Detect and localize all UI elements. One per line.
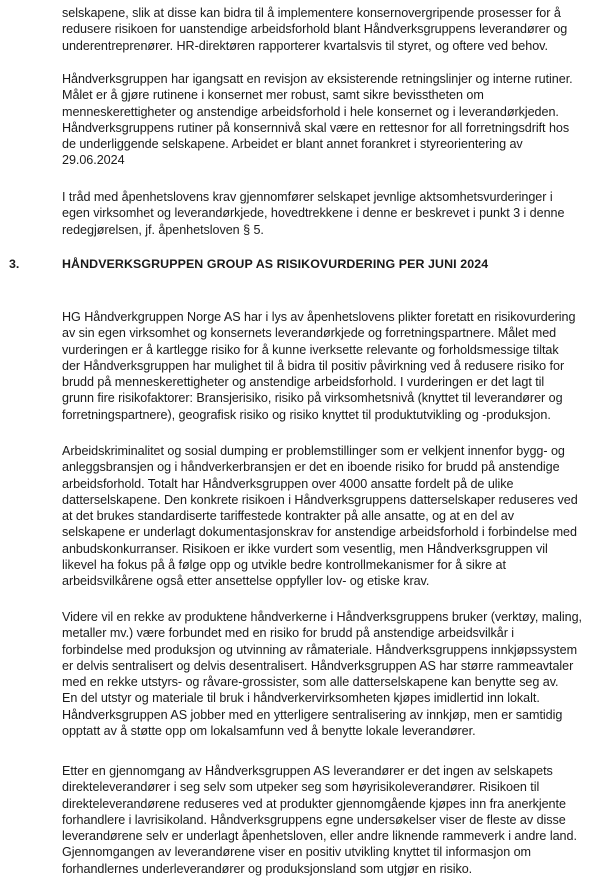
text-line: forretningspartnere), geografisk risiko og risiko knyttet til produktutvikling og -produksjon.	[62, 407, 551, 422]
text-line: metaller mv.) være forbundet med en risiko for brudd på anstendige arbeidsvilkår i	[62, 626, 515, 641]
text-line: direkteleverandører i seg selv som utpeker seg som høyrisikoleverandører. Risikoen til	[62, 780, 540, 795]
paragraph	[62, 763, 594, 877]
paragraph	[62, 309, 594, 423]
section-title: HÅNDVERKSGRUPPEN GROUP AS RISIKOVURDERING PER JUNI 2024	[62, 257, 489, 271]
paragraph	[62, 5, 594, 54]
text-line: I tråd med åpenhetslovens krav gjennomfører selskapet jevnlige aktsomhetsvurderinger i	[62, 190, 553, 204]
text-line: Arbeidskriminalitet og sosial dumping er problemstillinger som er velkjent innenfor bygg- og	[62, 444, 565, 458]
text-line: selskapene, slik at disse kan bidra til å implementere konsernovergripende prosesser for å	[62, 6, 561, 20]
text-line: forhandlernes underleverandører og produksjonsland som utgjør en risiko.	[62, 861, 473, 876]
text-line: forhandlere i lavrisikoland. Håndverksgruppens egne undersøkelser viser de fleste av disse	[62, 812, 566, 827]
text-line: Etter en gjennomgang av Håndverksgruppen AS leverandører er det ingen av selskapets	[62, 764, 553, 778]
paragraph	[62, 443, 594, 590]
paragraph	[62, 71, 594, 169]
text-line: vurderingen er å kartlegge risiko for å kunne iverksette relevante og forholdsmessige tiltak	[62, 342, 559, 357]
text-line: redusere risikoen for uanstendige arbeidsforhold blant Håndverksgruppens leverandører og	[62, 22, 568, 37]
text-line: Håndverksgruppen AS jobber med en ytterligere sentralisering av innkjøp, men er samtidig	[62, 707, 563, 722]
text-line: 29.06.2024	[62, 153, 125, 168]
text-line: En del utstyr og materiale til bruk i håndverkervirksomheten kjøpes imidlertid inn lokalt.	[62, 691, 540, 706]
text-line: leverandørene selv er underlagt åpenhetsloven, eller andre liknende rammeverk i andre land.	[62, 829, 577, 844]
text-line: anbudskonkurranser. Risikoen er ikke vurdert som vesentlig, men Håndverksgruppen vil	[62, 541, 548, 556]
text-line: Håndverksgruppen har igangsatt en revisjon av eksisterende retningslinjer og interne rutiner.	[62, 72, 573, 86]
text-line: Videre vil en rekke av produktene håndverkerne i Håndverksgruppens bruker (verktøy, maling,	[62, 610, 582, 624]
text-line: de underliggende selskapene. Arbeidet er blant annet forankret i styreorientering av	[62, 137, 523, 152]
text-line: likevel ha fokus på å følge opp og utvikle bedre kontrollmekanismer for å sikre at	[62, 558, 506, 573]
text-line: grunn fire risikofaktorer: Bransjerisiko, risiko på virksomhetsnivå (knyttet til leverandører og	[62, 391, 563, 406]
text-line: direkteleverandørene reduseres ved at produkter gjennomgående kjøpes inn fra anerkjente	[62, 796, 566, 811]
text-line: Gjennomgangen av leverandørene viser en positiv utvikling knyttet til informasjon om	[62, 845, 532, 860]
paragraph	[62, 609, 594, 739]
text-line: underentreprenører. HR-direktøren rapporterer kvartalsvis til styret, og oftere ved behov.	[62, 38, 548, 53]
text-line: med en rekke utstyrs- og råvare-grossister, som alle datterselskapene kan benytte seg av.	[62, 675, 559, 690]
text-line: anleggsbransjen og i håndverkerbransjen er det en iboende risiko for brudd på anstendige	[62, 460, 560, 475]
section-number: 3.	[9, 257, 20, 271]
text-line: av sin egen virksomhet og konsernets leverandørkjede og forretningspartnere. Målet med	[62, 326, 557, 341]
text-line: selskapene er underlagt dokumentasjonskrav for anstendige arbeidsforhold i forbindelse med	[62, 525, 577, 540]
text-line: opptatt av å støtte opp om lokalsamfunn ved å benytte lokale leverandører.	[62, 724, 476, 739]
text-line: brudd på menneskerettigheter og anstendige arbeidsforhold. I vurderingen er det lagt til	[62, 375, 545, 390]
text-line: HG Håndverkgruppen Norge AS har i lys av åpenhetslovens plikter foretatt en risikovurdering	[62, 310, 576, 324]
paragraph	[62, 189, 594, 238]
text-line: arbeidsvilkårene også etter ansettelse oppfyller lov- og etiske krav.	[62, 574, 430, 589]
text-line: egen virksomhet og leverandørkjede, hovedtrekkene i denne er beskrevet i punkt 3 i denne	[62, 206, 565, 221]
text-line: redegjørelsen, jf. åpenhetsloven § 5.	[62, 222, 264, 237]
text-line: datterselskapene. Den konkrete risikoen i Håndverksgruppens datterselskaper reduseres ved	[62, 492, 578, 507]
text-line: forbindelse med produksjon og utvinning av råmateriale. Håndverksgruppens innkjøpssystem	[62, 642, 578, 657]
text-line: Målet er å gjøre rutinene i konsernet mer robust, samt sikre bevisstheten om	[62, 88, 484, 103]
text-line: er delvis sentralisert og delvis desentralisert. Håndverksgruppen AS har større rammeavtaler	[62, 658, 574, 673]
text-line: arbeidsforhold. Totalt har Håndverksgruppen over 4000 ansatte fordelt på de ulike	[62, 476, 514, 491]
text-line: Håndverksgruppens rutiner på konsernnivå skal være en rettesnor for all forretningsdrift hos	[62, 120, 570, 135]
text-line: der Håndverksgruppen har mulighet til å bidra til positiv påvirkning ved å redusere risiko for	[62, 358, 565, 373]
text-line: at det brukes standardiserte tariffestede kontrakter på alle ansatte, og at en del av	[62, 509, 514, 524]
text-line: menneskerettigheter og anstendige arbeidsforhold i hele konsernet og i leverandørkjeden.	[62, 104, 559, 119]
